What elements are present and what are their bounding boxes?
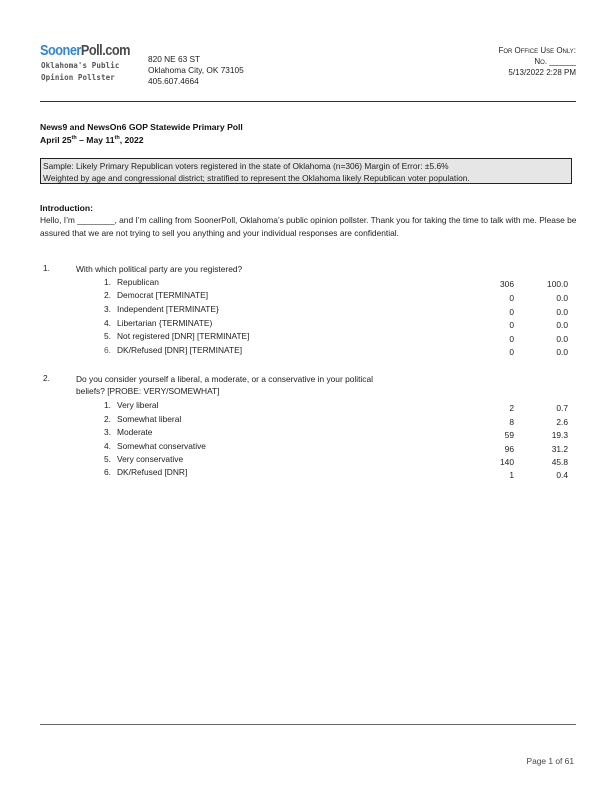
option-label: Republican	[117, 277, 159, 287]
date-start-sup: th	[71, 135, 77, 141]
option-number: 5.	[104, 331, 111, 341]
q1-count: 306	[500, 279, 514, 289]
q2-count: 2	[509, 403, 514, 413]
date-year: , 2022	[119, 134, 144, 145]
date-end-sup: th	[114, 135, 120, 141]
option-label: Libertarian {TERMINATE)	[117, 318, 213, 328]
footer-divider	[40, 724, 576, 725]
poll-title-line: News9 and NewsOn6 GOP Statewide Primary Poll	[40, 122, 243, 132]
q1-percent: 0.0	[556, 293, 568, 303]
q1-option	[92, 318, 212, 328]
address-block	[148, 54, 244, 87]
poll-dates	[40, 133, 243, 146]
q1-percent: 0.0	[556, 320, 568, 330]
sample-line-1: Sample: Likely Primary Republican voters registered in the state of Oklahoma (n=306) Margin of Error: ±5.6%	[43, 161, 449, 171]
q2-count: 1	[509, 470, 514, 480]
q1-option	[92, 277, 159, 287]
logo-part2: Poll.com	[80, 42, 130, 59]
option-number: 4.	[104, 318, 111, 328]
page-number: Page 1 of 61	[526, 756, 574, 766]
q1-percent: 0.0	[556, 347, 568, 357]
option-number: 4.	[104, 441, 111, 451]
office-use-label: For Office Use Only:	[498, 46, 576, 55]
logo-part1: Sooner	[40, 42, 81, 59]
option-label: Democrat [TERMINATE]	[117, 290, 209, 300]
poll-title	[40, 122, 243, 146]
option-label: Somewhat conservative	[117, 441, 206, 451]
introduction-text: Hello, I’m ________, and I’m calling from SoonerPoll, Oklahoma’s public opinion pollster. Thank you for taking the time to talk with me. Please be assured that we are not trying to sell you anything and your individual responses are confidential.	[40, 215, 577, 238]
question-1-text: With which political party are you registered?	[76, 264, 243, 274]
sample-box	[40, 158, 572, 184]
q2-option	[92, 427, 152, 437]
q2-count: 96	[504, 444, 514, 454]
option-label: Very liberal	[117, 400, 159, 410]
q1-percent: 0.0	[556, 307, 568, 317]
option-number: 6.	[104, 345, 111, 355]
introduction-heading: Introduction:	[40, 203, 93, 213]
q2-percent: 45.8	[551, 457, 568, 467]
q2-option	[92, 400, 158, 410]
option-label: DK/Refused [DNR]	[117, 467, 188, 477]
q2-option	[92, 441, 206, 451]
q1-count: 0	[509, 307, 514, 317]
option-label: Independent [TERMINATE}	[117, 304, 219, 314]
q1-count: 0	[509, 347, 514, 357]
timestamp: 5/13/2022 2:28 PM	[508, 68, 576, 77]
q2-option	[92, 414, 181, 424]
q1-option	[92, 331, 249, 341]
q2-percent: 0.4	[556, 470, 568, 480]
option-number: 1.	[104, 277, 111, 287]
q1-percent: 100.0	[547, 279, 568, 289]
q1-count: 0	[509, 320, 514, 330]
logo	[40, 42, 130, 59]
q2-option	[92, 467, 187, 477]
address-city: Oklahoma City, OK 73105	[148, 65, 244, 75]
q2-percent: 19.3	[551, 430, 568, 440]
option-number: 5.	[104, 454, 111, 464]
q1-count: 0	[509, 293, 514, 303]
logo-tagline-2: Opinion Pollster	[41, 73, 115, 82]
q2-percent: 0.7	[556, 403, 568, 413]
q2-count: 140	[500, 457, 514, 467]
option-number: 1.	[104, 400, 111, 410]
option-number: 3.	[104, 304, 111, 314]
question-2-number: 2.	[43, 373, 50, 383]
option-number: 2.	[104, 414, 111, 424]
q1-option	[92, 345, 242, 355]
q2-percent: 2.6	[556, 417, 568, 427]
option-number: 3.	[104, 427, 111, 437]
option-number: 6.	[104, 467, 111, 477]
question-2-text	[76, 373, 476, 397]
q2-percent: 31.2	[551, 444, 568, 454]
date-start: April 25	[40, 134, 72, 145]
sample-line-2: Weighted by age and congressional district; stratified to represent the Oklahoma likely Republican voter population.	[43, 173, 470, 183]
question-2-text-line-2: beliefs? [PROBE: VERY/SOMEWHAT]	[76, 386, 220, 396]
q2-count: 8	[509, 417, 514, 427]
question-1-number: 1.	[43, 263, 50, 273]
office-use-number: No. ______	[534, 57, 576, 66]
option-label: Moderate	[117, 427, 153, 437]
header-divider	[40, 101, 576, 102]
option-label: Somewhat liberal	[117, 414, 182, 424]
option-number: 2.	[104, 290, 111, 300]
q1-option	[92, 290, 208, 300]
question-2-text-line-1: Do you consider yourself a liberal, a moderate, or a conservative in your political	[76, 374, 373, 384]
option-label: Not registered [DNR] [TERMINATE]	[117, 331, 250, 341]
q1-percent: 0.0	[556, 334, 568, 344]
q1-option	[92, 304, 219, 314]
q2-count: 59	[504, 430, 514, 440]
date-end: – May 11	[76, 134, 115, 145]
office-use-block	[498, 45, 576, 78]
address-phone: 405.607.4664	[148, 76, 199, 86]
q1-count: 0	[509, 334, 514, 344]
q2-option	[92, 454, 183, 464]
address-street: 820 NE 63 ST	[148, 54, 201, 64]
option-label: Very conservative	[117, 454, 184, 464]
logo-tagline-1: Oklahoma's Public	[41, 61, 120, 70]
option-label: DK/Refused [DNR] [TERMINATE]	[117, 345, 243, 355]
